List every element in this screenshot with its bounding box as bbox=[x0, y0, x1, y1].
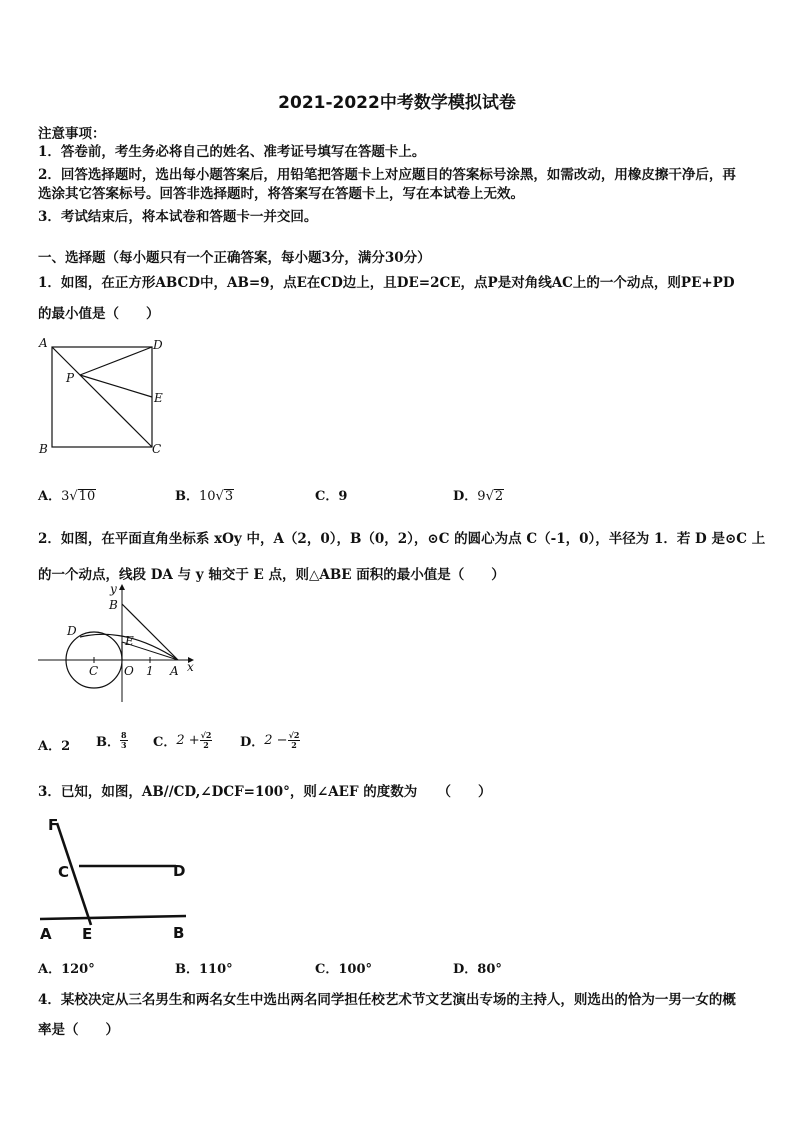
q1-label-c: C bbox=[152, 442, 162, 456]
q1-label-a: A bbox=[39, 336, 48, 350]
q1-label-e: E bbox=[154, 391, 163, 405]
q2-label-e: E bbox=[125, 634, 134, 648]
q1-option-c[interactable]: C．9 bbox=[315, 489, 348, 504]
q2-label-o: O bbox=[124, 664, 134, 678]
q2-option-d[interactable]: D．2 − $\frac{√2}{2}$ bbox=[240, 730, 300, 750]
q2-text-line2: 的一个动点，线段 DA 与 y 轴交于 E 点，则△ABE 面积的最小值是（ ） bbox=[38, 567, 505, 583]
q1-square-figure bbox=[36, 335, 166, 460]
q2-label-d: D bbox=[67, 624, 77, 638]
q2-label-c: C bbox=[89, 664, 99, 678]
q2-option-a[interactable]: A．2 bbox=[38, 739, 71, 754]
q1-option-d[interactable]: D．9√2 bbox=[453, 489, 504, 504]
q1-option-b[interactable]: B．10√3 bbox=[175, 489, 234, 504]
q1-option-a[interactable]: A．3√10 bbox=[38, 489, 96, 504]
q1-text-line1: 1．如图，在正方形ABCD中，AB=9，点E在CD边上，且DE=2CE，点P是对角线AC上的一个动点，则PE+PD bbox=[38, 275, 735, 291]
q3-label-e: E bbox=[82, 925, 93, 943]
q2-label-x: x bbox=[187, 660, 194, 674]
q3-option-b[interactable]: B．110° bbox=[175, 962, 233, 977]
q2-label-y: y bbox=[110, 582, 117, 596]
q2-label-one: 1 bbox=[146, 664, 154, 678]
q4-text-line1: 4．某校决定从三名男生和两名女生中选出两名同学担任校艺术节文艺演出专场的主持人，则选出的恰为一男一女的概 bbox=[38, 992, 736, 1008]
notice-item-1: 1．答卷前，考生务必将自己的姓名、准考证号填写在答题卡上。 bbox=[38, 144, 426, 160]
q2-label-a: A bbox=[170, 664, 179, 678]
q3-text-line1: 3．已知，如图，AB//CD,∠DCF=100°，则∠AEF 的度数为 （ ） bbox=[38, 784, 492, 800]
q3-option-c[interactable]: C．100° bbox=[315, 962, 372, 977]
q2-coordinate-figure bbox=[36, 582, 201, 707]
q2-option-c[interactable]: C．2 + $\frac{√2}{2}$ bbox=[153, 730, 212, 750]
q1-label-b: B bbox=[39, 442, 48, 456]
page-title: 2021-2022中考数学模拟试卷 bbox=[278, 93, 516, 113]
notice-item-2: 2．回答选择题时，选出每小题答案后，用铅笔把答题卡上对应题目的答案标号涂黑，如需改动，用橡皮擦干净后，再 bbox=[38, 167, 736, 183]
q1-label-d: D bbox=[153, 338, 163, 352]
q3-label-c: C bbox=[58, 863, 70, 881]
q1-text-line2: 的最小值是（ ） bbox=[38, 306, 160, 322]
q3-parallel-lines-figure bbox=[36, 805, 196, 945]
notice-item-3: 3．考试结束后，将本试卷和答题卡一并交回。 bbox=[38, 209, 318, 225]
q4-text-line2: 率是（ ） bbox=[38, 1022, 119, 1038]
section-heading: 一、选择题（每小题只有一个正确答案，每小题3分，满分30分） bbox=[38, 250, 431, 266]
q3-option-a[interactable]: A．120° bbox=[38, 962, 95, 977]
q3-option-d[interactable]: D．80° bbox=[453, 962, 502, 977]
q2-option-b[interactable]: B． $\frac{8}{3}$ bbox=[96, 730, 127, 750]
notice-heading: 注意事项： bbox=[38, 126, 106, 142]
q1-label-p: P bbox=[66, 371, 75, 385]
q3-label-d: D bbox=[173, 862, 186, 880]
q2-text-line1: 2．如图，在平面直角坐标系 xOy 中，A（2，0），B（0，2），⊙C 的圆心为点 C（-1，0），半径为 1．若 D 是⊙C 上 bbox=[38, 531, 766, 547]
q3-label-b: B bbox=[173, 924, 185, 942]
q3-label-f: F bbox=[48, 816, 59, 834]
notice-item-2-cont: 选涂其它答案标号。回答非选择题时，将答案写在答题卡上，写在本试卷上无效。 bbox=[38, 186, 524, 202]
q3-label-a: A bbox=[40, 925, 52, 943]
q2-label-b: B bbox=[109, 598, 118, 612]
